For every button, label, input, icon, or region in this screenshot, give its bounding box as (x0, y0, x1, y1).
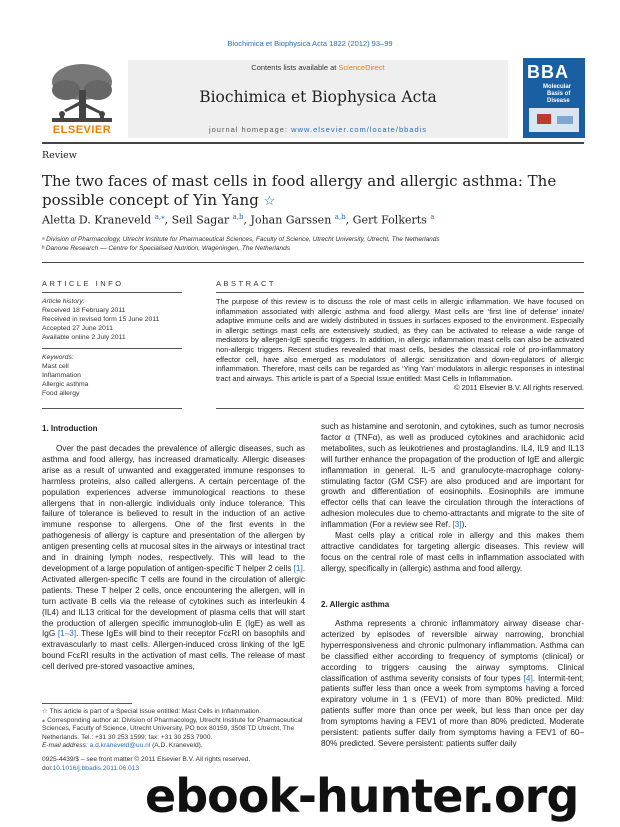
history-received: Received 18 February 2011 (42, 307, 126, 314)
author: Aletta D. Kraneveld (42, 213, 152, 227)
journal-citation[interactable]: Biochimica et Biophysica Acta 1822 (2012) 93–99 (227, 39, 393, 48)
abstract-bottom-rule-right (216, 408, 584, 409)
journal-header (128, 60, 508, 138)
homepage-link[interactable]: www.elsevier.com/locate/bbadis (291, 125, 428, 134)
watermark: ebook-hunter.org (145, 769, 579, 823)
footnote-star: ☆ This article is part of a Special Issue entitled: Mast Cells in Inflammation. (42, 708, 262, 715)
affiliation-rule (42, 262, 584, 263)
reference-link[interactable]: [1–3] (57, 629, 77, 639)
intro-paragraph-1: Over the past decades the prevalence of allergic diseases, such as asthma and food allergy, has increased dramatically. Allergic diseases arise as a result of unwanted and exaggerated immune responses to harmless proteins, also called allergens. A certain percentage of the population experiences adverse immunological reactions to these allergens that in non-allergic individuals only induce tolerance. This failure of tolerance is believed to result in the induction of an active immune response to allergens. One of the first events in the pathogenesis of allergy is capture and presentation of the allergen by antigen presenting cells at mucosal sites in the airways or intestinal tract and in draining lymph nodes, respectively. This will lead to the development of a large population of antigen-specific T helper 2 cells [1]. Activated allergen-specific T cells are found in the circulation of allergic patients. These T helper 2 cells, once encountering the allergen, will in turn activate B cells via the release of cytokines such as interleukin 4 (IL4) and IL13 critical for the development of plasma cells that will start the production of allergen specific immunoglob-ulin E (IgE) as well as IgG [1–3]. These IgEs will bind to their receptor FcεRI on basophils and extravascularly to mast cells. Allergen-induced cross linking of the IgE bound FcεRI results in the activation of mast cells. The release of mast cell derived pre-stored vasoactive amines, (42, 444, 305, 672)
cover-subtitle-3: Disease (547, 98, 570, 104)
article-type: Review (42, 150, 77, 161)
sciencedirect-link[interactable]: ScienceDirect (338, 63, 385, 72)
history-revised: Received in revised form 15 June 2011 (42, 316, 160, 323)
doi-line: doi:10.1016/j.bbadis.2011.06.013 (42, 764, 140, 772)
intro-paragraph-2: Mast cells play a critical role in allergy and this makes them attractive candidates for targeting allergic diseases. This review will focus on the central role of mast cells in inflammation associated with allergy, specifically in (allergic) asthma and food allergy. (321, 531, 584, 573)
affiliation-b: ᵇ Danone Research — Centre for Specialised Nutrition, Wageningen, The Netherlands (42, 245, 290, 252)
journal-title: Biochimica et Biophysica Acta (199, 88, 437, 106)
history-label: Article history: (42, 298, 85, 305)
author: Gert Folkerts (352, 213, 427, 227)
history-online: Available online 2 July 2011 (42, 334, 126, 341)
doi-link[interactable]: 10.1016/j.bbadis.2011.06.013 (52, 764, 140, 772)
reference-link[interactable]: [3] (452, 520, 462, 530)
keyword: Mast cell (42, 363, 69, 370)
author-affiliation-mark[interactable]: a (430, 213, 435, 221)
keywords (42, 353, 182, 398)
abstract-copyright: © 2011 Elsevier B.V. All rights reserved. (454, 383, 584, 393)
article-info-heading: ARTICLE INFO (42, 279, 124, 288)
keyword: Inflammation (42, 372, 81, 379)
author: Johan Garssen (250, 213, 332, 227)
abstract-text: The purpose of this review is to discuss the role of mast cells in allergic inflammation. We have focused on inflammation associated with allergic asthma and food allergy. Mast cells are ‘first line of defense’ innate/ adaptive immune cells and are widely distributed in tissues in surfaces exposed to the environment. Especially in allergic settings mast cells are extensively studied, as they can be activated to release a wide range of mediators by allergen-IgE specific triggers. In addition, in allergic inflammation mast cells can also be activated non-allergic triggers. Recent studies revealed that mast cells, besides the classical role of pro-inflammatory effector cell, have also emerged as modulators of allergic sensitization and down-regulators of allergic inflammation. Therefore, mast cells can be regarded as ‘Ying Yan’ modulators in allergic responses in intestinal tract and airways. This article is part of a Special Issue entitled: Mast Cells in Inflammation. (216, 297, 584, 383)
reference-link[interactable]: [1] (293, 563, 303, 573)
affiliation-a: ᵃ Division of Pharmacology, Utrecht Institute for Pharmaceutical Sciences, Faculty of Science, Utrecht University, Utrecht, The Netherlands (42, 236, 440, 243)
cover-image-accent-2 (557, 116, 573, 124)
keyword: Food allergy (42, 390, 80, 397)
article-history (42, 297, 182, 342)
abstract-rule (216, 292, 584, 293)
author-affiliation-mark[interactable]: a,b (232, 213, 244, 221)
allergic-asthma-heading: 2. Allergic asthma (321, 600, 390, 609)
author: Seil Sagar (171, 213, 230, 227)
allergic-asthma-body (321, 619, 584, 750)
cover-subtitle-2: Basis of (547, 91, 571, 97)
author-affiliation-mark[interactable]: a,b (334, 213, 346, 221)
footnote-rule (42, 703, 132, 704)
keyword: Allergic asthma (42, 381, 89, 388)
asthma-paragraph-1: Asthma represents a chronic inflammatory airway disease char-acterized by episodes of reversible airway narrowing, bronchial hyperresponsiveness and chronic pulmonary inflammation. Asthma can be classified either according to frequency of symptoms (clinical) or according to triggers causing the airway symptoms. Clinical classification of asthma severity consists of four types [4]. Intermit-tent; patients suffer less than once a week from symptoms having a forced expiratory volume in 1 s (FEV1) of more than 80% predicted. Mild: patients suffer more than once per week, but less than once per day from symptoms having a FEV1 of more than 80% predicted. Moderate persistent: patients suffer daily from symptoms having a FEV1 of 60–80% predicted. Severe persistent: patients suffer daily (321, 619, 584, 748)
history-accepted: Accepted 27 June 2011 (42, 325, 113, 332)
journal-homepage: journal homepage: www.elsevier.com/locate/bbadis (208, 125, 428, 134)
footnote-corresponding: ⁎ Corresponding author at: Division of Pharmacology, Utrecht Institute for Pharmaceutical Sciences, Faculty of Science, Utrecht University, PO box 80159, 3508 TD Utrecht, The Netherlands. Tel.: +31 30 253 1599; fax: +31 30 253 7900. (42, 716, 303, 741)
abstract-heading: ABSTRACT (216, 279, 277, 288)
contents-available: Contents lists available at ScienceDirect (251, 63, 385, 72)
footnote-email: E-mail address: a.d.kraneveld@uu.nl (A.D. Kraneveld). (42, 742, 203, 750)
keywords-label: Keywords: (42, 354, 74, 361)
header-rule (42, 142, 584, 144)
cover-subtitle-1: Molecular (543, 84, 572, 90)
author-affiliation-mark[interactable]: a,⁎ (154, 213, 165, 221)
introduction-heading: 1. Introduction (42, 424, 98, 433)
publisher-wordmark: ELSEVIER (52, 124, 112, 136)
title-footnote-mark[interactable]: ☆ (263, 194, 276, 209)
introduction-continued (321, 422, 584, 575)
issn-line: 0925-4439/$ – see front matter © 2011 Elsevier B.V. All rights reserved. (42, 756, 251, 763)
abstract-body (216, 297, 584, 393)
author-list: Aletta D. Kraneveld $^{a,⁎}$, Seil Sagar $^{a,b}$, Johan Garssen $^{a,b}$, Gert Folkerts $^a$ (42, 213, 435, 227)
abstract-bottom-rule-left (42, 408, 182, 409)
introduction-body (42, 444, 305, 673)
cover-image-accent (537, 114, 551, 124)
keywords-rule (42, 348, 182, 349)
cover-bba-text: BBA (527, 62, 569, 82)
footnotes (42, 708, 305, 751)
journal-cover (523, 58, 585, 138)
email-link[interactable]: a.d.kraneveld@uu.nl (89, 742, 151, 750)
reference-link[interactable]: [4] (523, 673, 533, 683)
article-title: The two faces of mast cells in food allergy and allergic asthma: The possible concept of Yin Yang ☆ (42, 172, 557, 209)
article-info-rule (42, 292, 182, 293)
intro-paragraph-continued: such as histamine and serotonin, and cytokines, such as tumor necrosis factor α (TNFα), as well as produced cytokines and arachidonic acid metabolites, such as leukotrienes and prostaglandins. IL4, IL9 and IL13 will further enhance the propagation of the production of IgE and allergic inflammation in general. IL-5 and granulocyte-macrophage colony-stimulating factor (GM CSF) are also produced and are important for growth and differentiation of eosinophils. Eosinophils are immune effector cells that can leave the circulation through the interactions of adhesion molecules due to chemo-attractants and migrate to the site of inflammation (For a review see Ref. [3]). (321, 422, 584, 530)
